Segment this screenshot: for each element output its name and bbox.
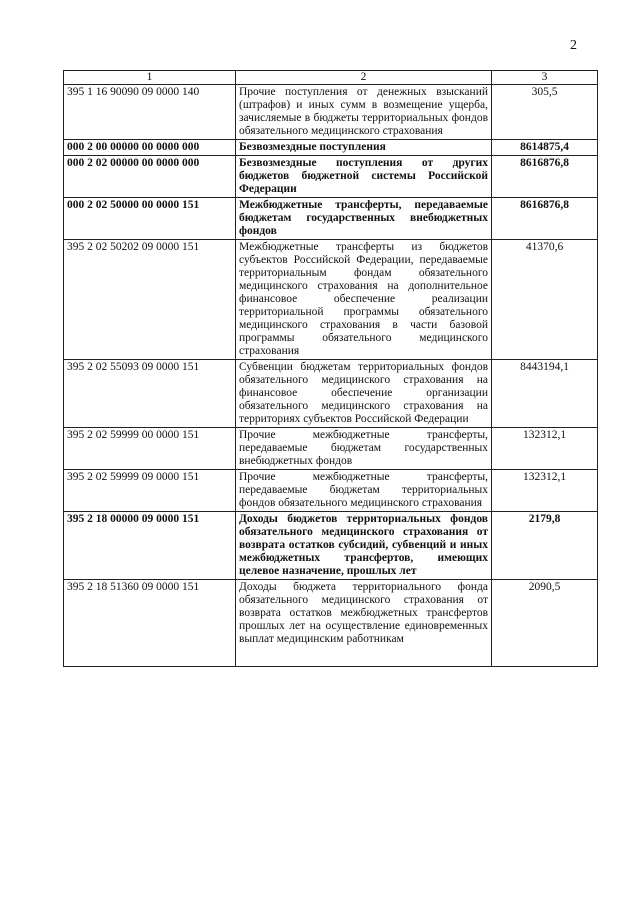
row-description: Прочие поступления от денежных взысканий (штрафов) и иных сумм в возмещение ущерба, зачисляемые в бюджеты территориальных фондов обязательного медицинского страхования [236, 85, 492, 140]
page-number: 2 [570, 38, 577, 53]
row-description: Доходы бюджета территориального фонда обязательного медицинского страхования от возврата остатков межбюджетных трансфертов прошлых лет на осуществление единовременных выплат медицинским работникам [236, 580, 492, 667]
row-code: 395 2 18 51360 09 0000 151 [64, 580, 236, 667]
row-amount: 2090,5 [492, 580, 598, 667]
row-code: 395 2 18 00000 09 0000 151 [64, 512, 236, 580]
row-description: Доходы бюджетов территориальных фондов обязательного медицинского страхования от возврата остатков субсидий, субвенций и иных межбюджетных трансфертов, имеющих целевое назначение, прошлых лет [236, 512, 492, 580]
row-description: Прочие межбюджетные трансферты, передаваемые бюджетам территориальных фондов обязательного медицинского страхования [236, 470, 492, 512]
row-amount: 132312,1 [492, 428, 598, 470]
table-body [64, 85, 598, 667]
table-row [64, 580, 598, 667]
table-row [64, 156, 598, 198]
row-code: 395 2 02 50202 09 0000 151 [64, 240, 236, 360]
row-amount: 8616876,8 [492, 198, 598, 240]
table-row [64, 85, 598, 140]
header-col-2: 2 [236, 71, 492, 85]
table-header-row [64, 71, 598, 85]
row-description: Межбюджетные трансферты из бюджетов субъектов Российской Федерации, передаваемые территориальным фондам обязательного медицинского страхования на дополнительное финансовое обеспечение реализации территориальной программы обязательного медицинского страхования в части базовой программы обязательного медицинского страхования [236, 240, 492, 360]
row-amount: 8616876,8 [492, 156, 598, 198]
table-row [64, 428, 598, 470]
row-code: 395 2 02 59999 00 0000 151 [64, 428, 236, 470]
row-description: Безвозмездные поступления [236, 140, 492, 156]
row-description: Прочие межбюджетные трансферты, передаваемые бюджетам государственных внебюджетных фондов [236, 428, 492, 470]
revenue-table [63, 70, 598, 667]
table-row [64, 198, 598, 240]
table-row [64, 240, 598, 360]
row-description: Межбюджетные трансферты, передаваемые бюджетам государственных внебюджетных фондов [236, 198, 492, 240]
table-row [64, 470, 598, 512]
row-code: 395 1 16 90090 09 0000 140 [64, 85, 236, 140]
row-code: 395 2 02 55093 09 0000 151 [64, 360, 236, 428]
row-description: Субвенции бюджетам территориальных фондов обязательного медицинского страхования на финансовое обеспечение организации обязательного медицинского страхования на территориях субъектов Российской Федерации [236, 360, 492, 428]
row-amount: 132312,1 [492, 470, 598, 512]
row-description: Безвозмездные поступления от других бюджетов бюджетной системы Российской Федерации [236, 156, 492, 198]
row-code: 000 2 00 00000 00 0000 000 [64, 140, 236, 156]
table-row [64, 360, 598, 428]
row-amount: 8443194,1 [492, 360, 598, 428]
header-col-3: 3 [492, 71, 598, 85]
row-code: 000 2 02 50000 00 0000 151 [64, 198, 236, 240]
table-row [64, 140, 598, 156]
table-row [64, 512, 598, 580]
row-amount: 305,5 [492, 85, 598, 140]
row-amount: 8614875,4 [492, 140, 598, 156]
header-col-1: 1 [64, 71, 236, 85]
row-amount: 41370,6 [492, 240, 598, 360]
row-code: 395 2 02 59999 09 0000 151 [64, 470, 236, 512]
row-amount: 2179,8 [492, 512, 598, 580]
row-code: 000 2 02 00000 00 0000 000 [64, 156, 236, 198]
